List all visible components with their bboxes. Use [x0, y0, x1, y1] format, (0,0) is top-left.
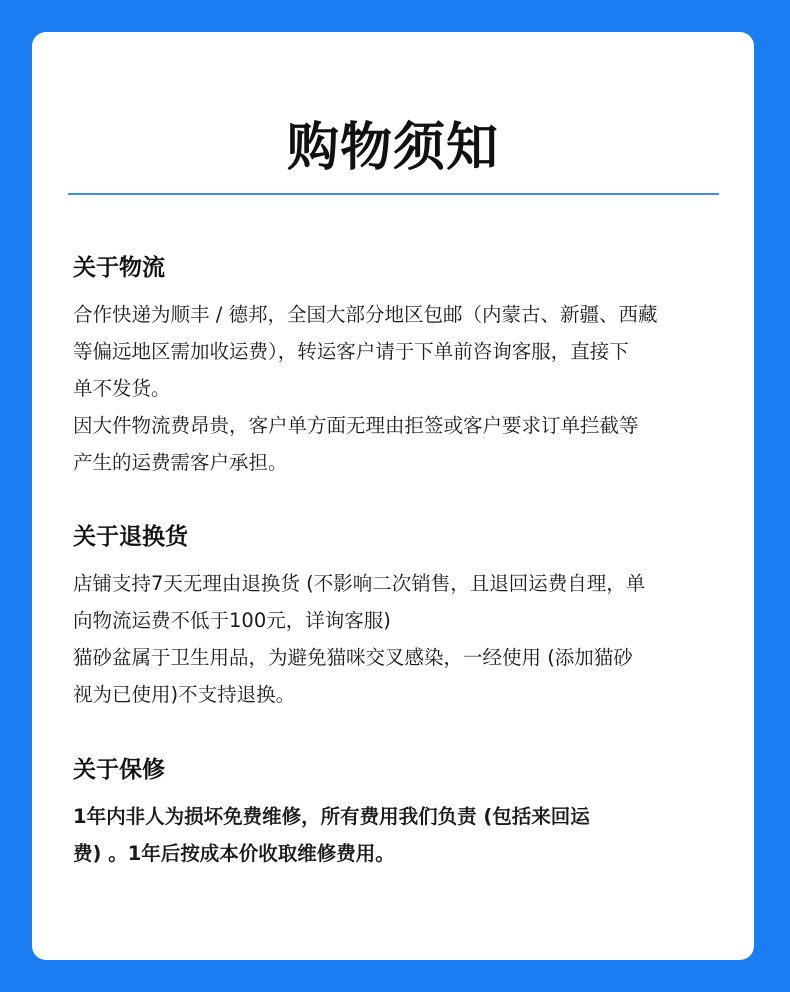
notice-card [32, 32, 754, 960]
section-returns [73, 521, 733, 713]
page-title: 购物须知 [286, 118, 499, 178]
title-divider [68, 193, 719, 195]
logistics-line-2: 等偏远地区需加收运费），转运客户请于下单前咨询客服，直接下 [73, 340, 629, 363]
section-heading-returns: 关于退换货 [73, 524, 188, 550]
logistics-line-4: 因大件物流费昂贵，客户单方面无理由拒签或客户要求订单拦截等 [73, 414, 639, 437]
section-warranty [73, 754, 733, 872]
section-heading-logistics: 关于物流 [73, 255, 165, 281]
warranty-line-2: 费) 。1年后按成本价收取维修费用。 [73, 842, 395, 865]
returns-line-1: 店铺支持7天无理由退换货 (不影响二次销售，且退回运费自理，单 [73, 572, 646, 595]
returns-line-4: 视为已使用)不支持退换。 [73, 683, 296, 706]
warranty-line-1: 1年内非人为损坏免费维修，所有费用我们负责 (包括来回运 [73, 805, 590, 828]
logistics-line-1: 合作快递为顺丰 / 德邦，全国大部分地区包邮（内蒙古、新疆、西藏 [73, 303, 658, 326]
logistics-line-3: 单不发货。 [73, 377, 171, 400]
returns-line-2: 向物流运费不低于100元，详询客服) [73, 609, 391, 632]
section-heading-warranty: 关于保修 [73, 757, 165, 783]
section-logistics [73, 252, 733, 481]
logistics-line-5: 产生的运费需客户承担。 [73, 451, 288, 474]
returns-line-3: 猫砂盆属于卫生用品，为避免猫咪交叉感染，一经使用 (添加猫砂 [73, 646, 633, 669]
